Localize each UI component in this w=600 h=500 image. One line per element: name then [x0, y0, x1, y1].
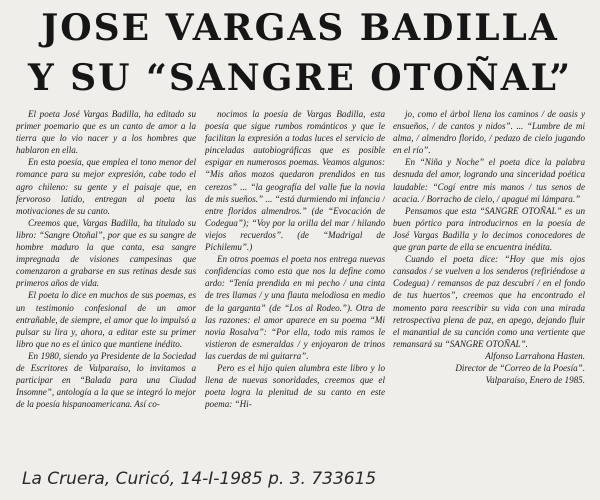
paragraph: jo, como el árbol llena los caminos / de oasis y ensueños, / de cantos y nidos”. ... “Lumbre de mi alma, / almendro florido, / pedazo de cielo jugando en el río”. [393, 109, 585, 156]
handwritten-annotation [18, 462, 588, 492]
paragraph: En “Niña y Noche” el poeta dice la palabra desnuda del amor, logrando una sinceridad poética laudable: “Cogí entre mis manos / tus senos de acacia. / Borracho de cielo, / apagué mi lámpara.” [393, 157, 585, 204]
paragraph: Pensamos que esta “SANGRE OTOÑAL” es un buen pórtico para introducirnos en la poesía de José Vargas Badilla y lo decimos conocedores de que gran parte de ella se encuentra inédita. [393, 205, 585, 253]
paragraph: El poeta José Vargas Badilla, ha editado su primer poemario que es un canto de amor a la tierra que lo vio nacer y a los hombres que hablaron en ella. [16, 109, 196, 156]
paragraph: En otros poemas el poeta nos entrega nuevas confidencias como esta que nos la define como ardo: “Tenía prendida en mi pecho / una cinta de tres llamas / y una flauta melodiosa en medio de la garganta” (de “Los al Rodeo.”). Otra de las razones: el amor aparece en su poema “Mi novia Rosalva”: “Por ella, todo mis ramos le vistieron de esmeraldas / y enjoyaron de trinos las cuerdas de mi guitarra”. [205, 254, 385, 361]
signature-place-date: Valparaíso, Enero de 1985. [485, 375, 585, 386]
headline-line-1: JOSE VARGAS BADILLA [41, 7, 559, 49]
handwritten-text: La Cruera, Curicó, 14-I-1985 p. 3. 733615 [22, 469, 377, 489]
signature-role: Director de “Correo de la Poesía”. [455, 362, 585, 373]
paragraph: nocimos la poesía de Vargas Badilla, esta poesía que sigue rumbos románticos y que le facilitan la expresión a todas luces el servicio de pinceladas autobiográficas que es posible espigar en numerosos poemas. Veamos algunos: “Mis años mozos quedaron prendidos en tus cerezos” ... “la geografía del valle fue la novia de mis sueños.” ... “está durmiendo mi infancia / entre floridos almendros.” (de “Evocación de Codegua”); “Voy por la orilla del mar / hilando viejos recuerdos”. (de “Madrigal de Pichilemu”.) [205, 109, 385, 253]
paragraph: En esta poesía, que emplea el tono menor del romance para su mejor expresión, cabe todo el agro chileno: su gente y el paisaje que, en fervoroso latido, entregan al poeta las motivaciones de su canto. [16, 157, 196, 216]
paragraph: Pero es el hijo quien alumbra este libro y lo llena de nuevas sonoridades, creemos que el poeta logra la plenitud de su canto en este poema: “Hi- [205, 362, 385, 410]
article-column-1 [16, 108, 196, 446]
article-column-3 [393, 108, 585, 446]
article-column-2 [205, 108, 385, 446]
paragraph: En 1980, siendo ya Presidente de la Sociedad de Escritores de Valparaíso, lo invitamos a participar en “Balada para una Ciudad Insomne”, antología a la que se integró lo mejor de la poesía hispanoamericana. Así co- [16, 350, 196, 410]
paragraph: El poeta lo dice en muchos de sus poemas, es un testimonio confesional de un amor entrañable, de siempre, el amor que lo impulsó a pulsar su lira y, ahora, a editar este su primer libro que no es el único que mantiene inédito. [16, 290, 196, 349]
paragraph: Creemos que, Vargas Badilla, ha titulado su libro: “Sangre Otoñal”, por que es su sangre de hombre maduro la que canta, esa sangre impregnada de visiones campesinas que comenzaron a grabarse en sus retinas desde sus primeros años de vida. [16, 217, 196, 289]
signature-name: Alfonso Larrahona Hasten. [485, 350, 585, 361]
paragraph: Cuando el poeta dice: “Hoy que mis ojos cansados / se vuelven a los senderos (refiriéndose a Codegua) / remansos de paz descubrí / en el fondo de tus huertos”, creemos que ha encontrado el momento para reescribir su vida con una mirada retrospectiva plena de paz, en apego, dejando fluir el manantial de su canción como una vertiente que remansará su “SANGRE OTOÑAL”. [393, 254, 585, 349]
handwriting-svg [18, 462, 588, 492]
headline-line-2: Y SU “SANGRE OTOÑAL” [27, 57, 573, 99]
